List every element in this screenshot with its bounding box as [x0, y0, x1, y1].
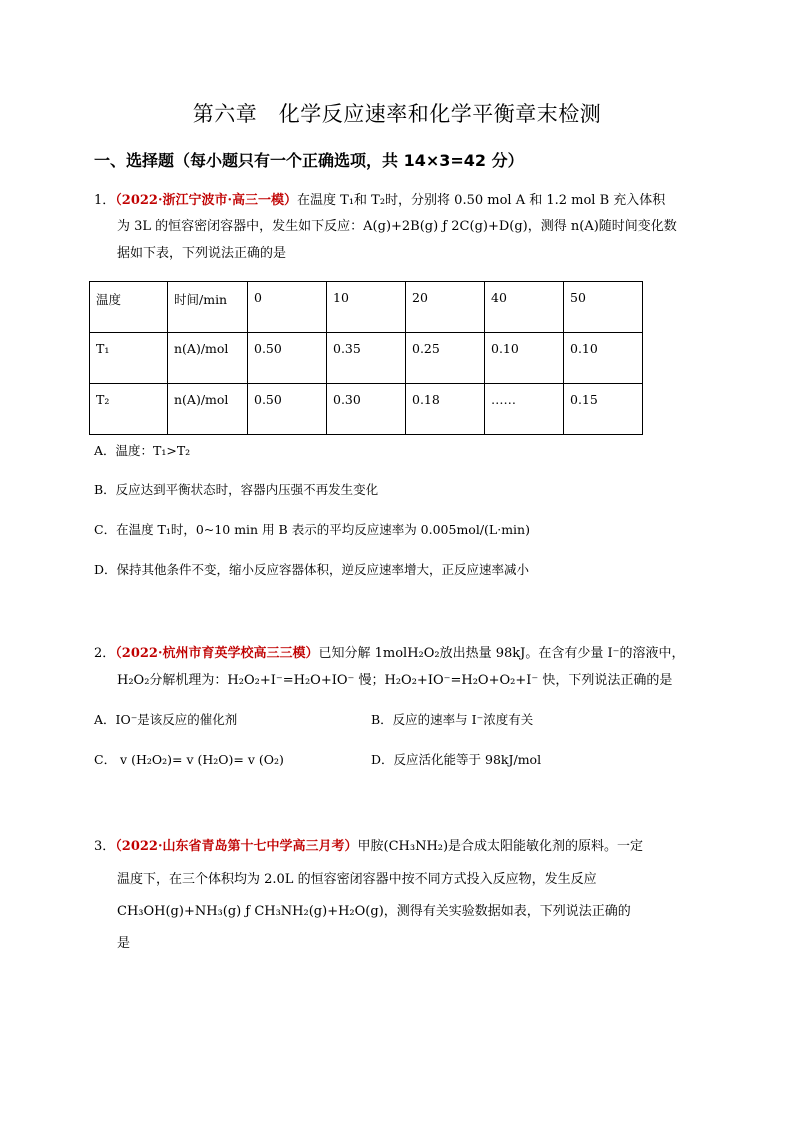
table-cell: 50	[564, 282, 643, 333]
table-row	[90, 333, 643, 384]
table-cell: 时间/min	[168, 282, 248, 333]
q1-text-3: 据如下表，下列说法正确的是	[117, 246, 287, 261]
table-cell: 0.10	[485, 333, 564, 384]
table-row	[90, 384, 643, 435]
table-cell: 0.35	[327, 333, 406, 384]
q1-option-d[interactable]: D．保持其他条件不变，缩小反应容器体积，逆反应速率增大，正反应速率减小	[94, 562, 530, 577]
q1-table	[89, 281, 643, 435]
table-header-row	[90, 282, 643, 333]
q3-text-2: 温度下，在三个体积均为 2.0L 的恒容密闭容器中按不同方式投入反应物，发生反应	[117, 872, 597, 887]
q1-option-a[interactable]: A．温度：T₁>T₂	[94, 443, 191, 458]
table-cell: 0.25	[406, 333, 485, 384]
q3-line1	[94, 835, 643, 854]
q2-source: （2022·杭州市育英学校高三三模）	[115, 646, 319, 661]
q2-option-b[interactable]: B．反应的速率与 I⁻浓度有关	[371, 712, 534, 727]
table-cell: 0.18	[406, 384, 485, 435]
q3-number: 3．	[94, 839, 116, 854]
q3-text-3: CH₃OH(g)+NH₃(g) ƒ CH₃NH₂(g)+H₂O(g)，测得有关实验数据如表，下列说法正确的	[117, 904, 631, 919]
q1-option-c[interactable]: C．在温度 T₁时，0~10 min 用 B 表示的平均反应速率为 0.005mol/(L·min)	[94, 522, 530, 537]
q2-option-c[interactable]: C． v (H₂O₂)= v (H₂O)= v (O₂)	[94, 752, 284, 767]
table-cell: 20	[406, 282, 485, 333]
table-cell: 10	[327, 282, 406, 333]
table-cell: T₁	[90, 333, 168, 384]
table-cell: T₂	[90, 384, 168, 435]
q1-source: （2022·浙江宁波市·高三一模）	[115, 193, 298, 208]
q1-line1	[94, 189, 665, 208]
q2-text-1: 已知分解 1molH₂O₂放出热量 98kJ。在含有少量 I⁻的溶液中，	[318, 646, 685, 661]
q1-text-1: 在温度 T₁和 T₂时，分别将 0.50 mol A 和 1.2 mol B 充入体积	[297, 193, 666, 208]
q2-line1	[94, 642, 685, 661]
table-cell: 0.30	[327, 384, 406, 435]
table-cell: 0.50	[248, 333, 327, 384]
table-cell: 温度	[90, 282, 168, 333]
table-cell: 0.50	[248, 384, 327, 435]
page-title: 第六章 化学反应速率和化学平衡章末检测	[192, 102, 602, 126]
q3-text-1: 甲胺(CH₃NH₂)是合成太阳能敏化剂的原料。一定	[357, 839, 644, 854]
q2-text-2: H₂O₂分解机理为：H₂O₂+I⁻=H₂O+IO⁻ 慢；H₂O₂+IO⁻=H₂O+O₂+I⁻ 快，下列说法正确的是	[117, 673, 673, 688]
table-cell: 0.15	[564, 384, 643, 435]
q2-option-a[interactable]: A．IO⁻是该反应的催化剂	[94, 712, 238, 727]
q2-number: 2．	[94, 646, 116, 661]
table-cell: ……	[485, 384, 564, 435]
q2-option-d[interactable]: D．反应活化能等于 98kJ/mol	[371, 752, 542, 767]
table-cell: 0.10	[564, 333, 643, 384]
section-heading: 一、选择题（每小题只有一个正确选项，共 14×3=42 分）	[94, 151, 524, 170]
q3-source: （2022·山东省青岛第十七中学高三月考）	[115, 839, 358, 854]
q3-text-4: 是	[117, 936, 131, 951]
table-cell: 0	[248, 282, 327, 333]
q1-number: 1．	[94, 193, 116, 208]
q1-text-2: 为 3L 的恒容密闭容器中，发生如下反应：A(g)+2B(g) ƒ 2C(g)+D(g)，测得 n(A)随时间变化数	[117, 219, 677, 234]
table-cell: n(A)/mol	[168, 333, 248, 384]
table-cell: n(A)/mol	[168, 384, 248, 435]
q1-option-b[interactable]: B．反应达到平衡状态时，容器内压强不再发生变化	[94, 482, 379, 497]
table-cell: 40	[485, 282, 564, 333]
